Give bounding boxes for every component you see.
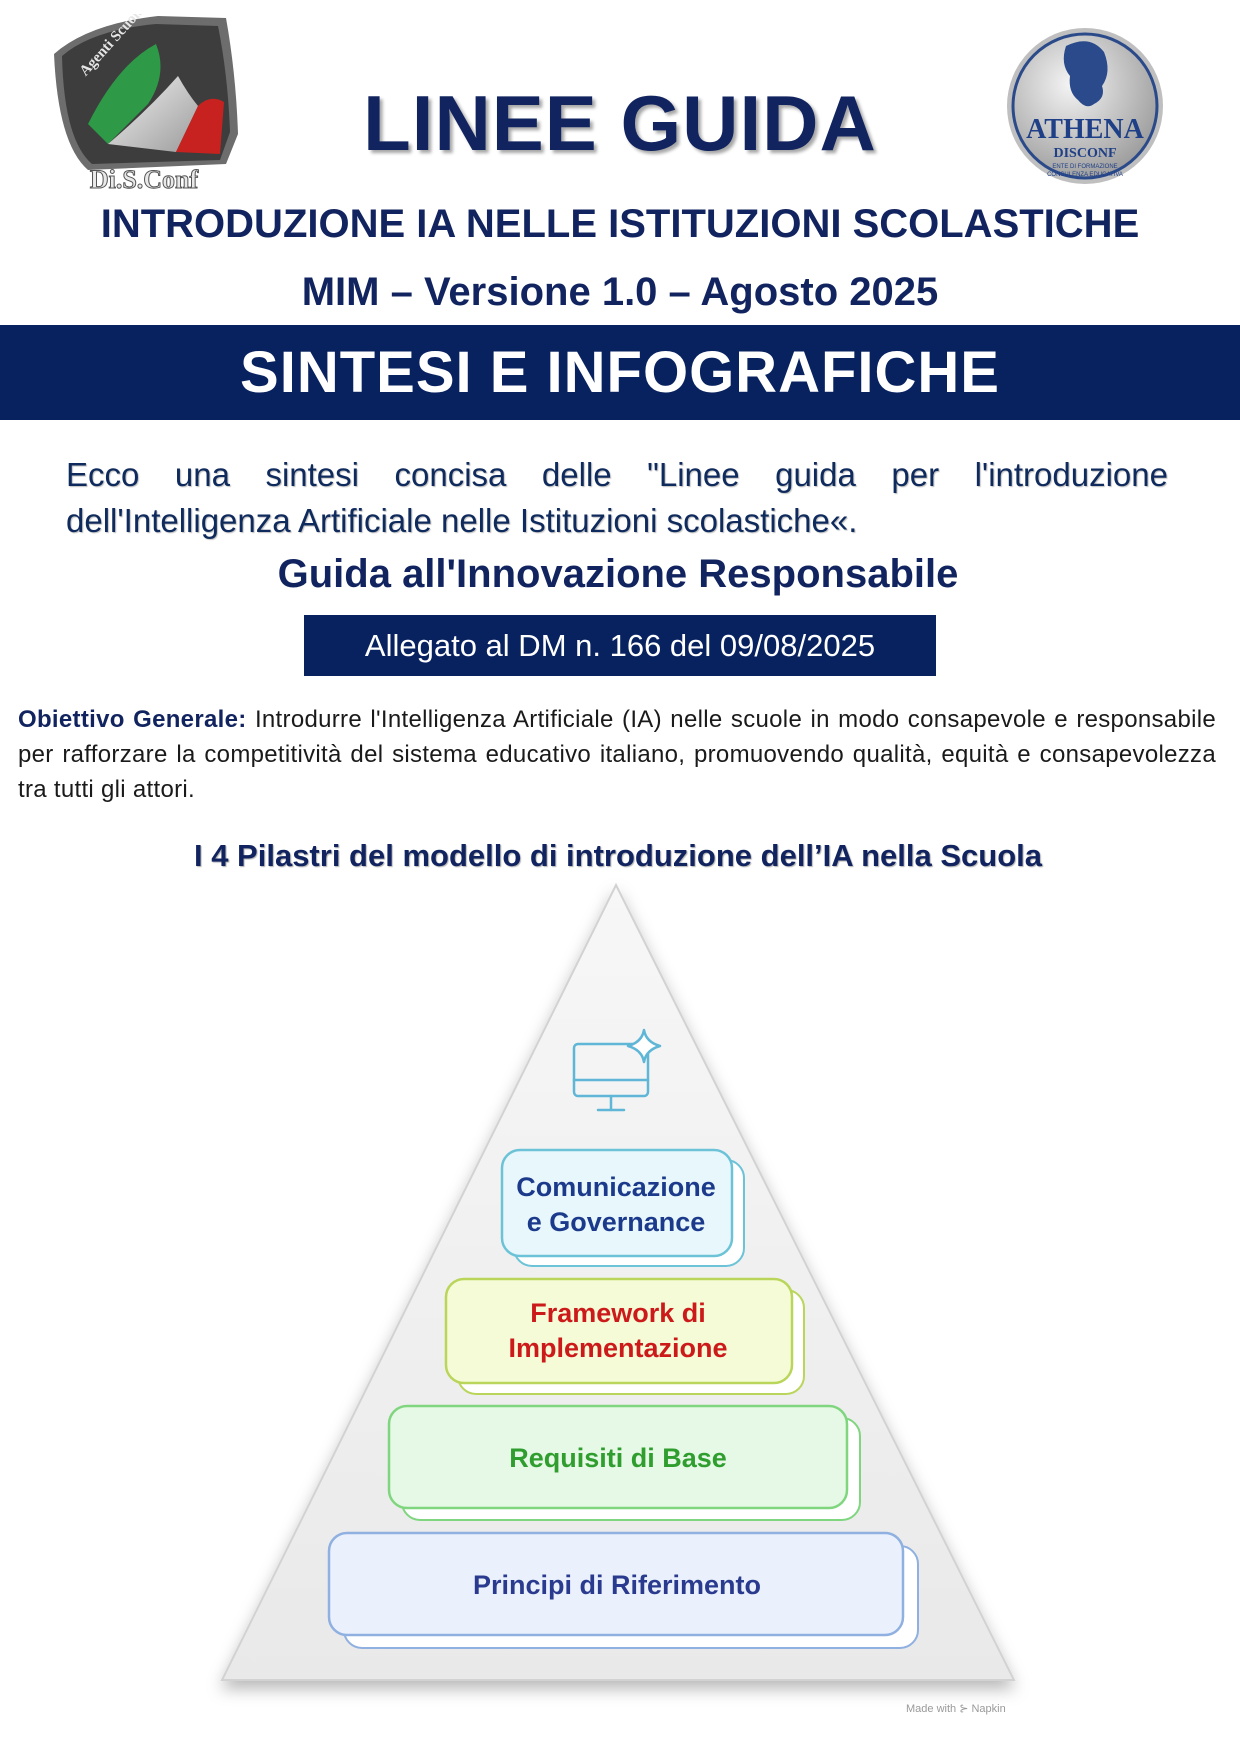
svg-text:DISCONF: DISCONF xyxy=(1053,146,1117,161)
objective-label: Obiettivo Generale: xyxy=(18,706,247,733)
tier-principi-riferimento xyxy=(329,1533,918,1648)
svg-text:ATHENA: ATHENA xyxy=(1026,114,1144,145)
svg-text:Implementazione: Implementazione xyxy=(508,1333,728,1363)
tier-requisiti-base xyxy=(389,1406,860,1520)
napkin-credit: Made with ⊱ Napkin xyxy=(906,1703,1006,1715)
pillars-heading: I 4 Pilastri del modello di introduzione dell’IA nella Scuola xyxy=(193,838,1043,873)
svg-text:Framework di: Framework di xyxy=(530,1298,706,1328)
intro-paragraph: Ecco una sintesi concisa delle "Linee guida per l'introduzione dell'Intelligenza Artificiale nelle Istituzioni scolastiche«. xyxy=(66,456,1168,539)
objective-text: Introdurre l'Intelligenza Artificiale (IA) nelle scuole in modo consapevole e responsabile per rafforzare la competitività del sistema educativo italiano, promuovendo qualità, equità e consapevolezza tra tutti gli attori. xyxy=(18,706,1217,803)
banner-text: SINTESI E INFOGRAFICHE xyxy=(240,340,1000,405)
svg-text:Principi di Riferimento: Principi di Riferimento xyxy=(472,1570,762,1600)
tier-comunicazione-governance xyxy=(502,1150,744,1266)
subtitle-version: MIM – Versione 1.0 – Agosto 2025 xyxy=(301,270,939,314)
svg-text:Comunicazione: Comunicazione xyxy=(516,1172,716,1202)
svg-text:Di.S.Conf: Di.S.Conf xyxy=(89,165,199,194)
annex-text: Allegato al DM n. 166 del 09/08/2025 xyxy=(364,627,876,663)
svg-text:ENTE DI FORMAZIONE: ENTE DI FORMAZIONE xyxy=(1052,164,1118,170)
svg-text:e Governance: e Governance xyxy=(526,1207,706,1237)
svg-text:CONSULENZA EDUCATIVA: CONSULENZA EDUCATIVA xyxy=(1047,172,1123,178)
tier-framework-implementazione xyxy=(446,1279,804,1394)
subtitle-institutions: INTRODUZIONE IA NELLE ISTITUZIONI SCOLASTICHE xyxy=(100,202,1140,246)
svg-text:Requisiti di Base: Requisiti di Base xyxy=(509,1443,727,1473)
guide-title: Guida all'Innovazione Responsabile xyxy=(277,552,959,596)
page-title: LINEE GUIDA xyxy=(363,79,877,167)
